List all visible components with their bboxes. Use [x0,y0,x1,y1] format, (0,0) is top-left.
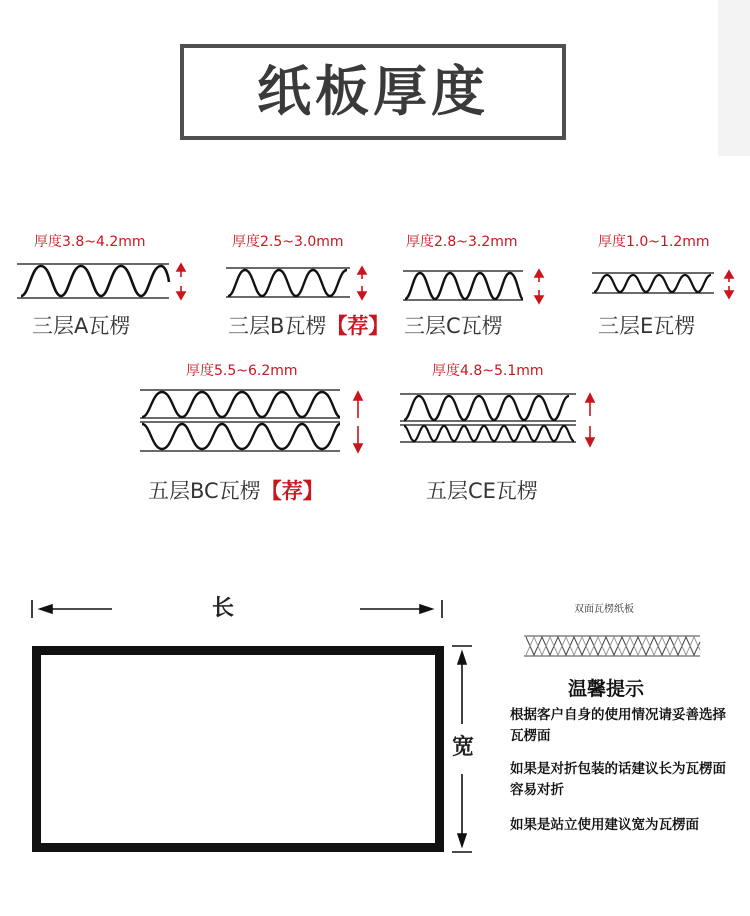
flute-b-name: 三层B瓦楞 [228,314,327,338]
flute-bc-recommend-badge: 【荐】 [260,479,324,503]
page-title: 纸板厚度 [257,60,489,123]
flute-bc-thickness: 厚度5.5~6.2mm [186,363,298,379]
flute-b-recommend-badge: 【荐】 [326,314,390,338]
length-arrow [30,598,450,622]
flute-ce-label: 五层CE瓦楞 [426,479,538,503]
flute-b-label [228,316,389,337]
flute-c-thickness: 厚度2.8~3.2mm [406,234,518,250]
flute-ce-thickness: 厚度4.8~5.1mm [432,363,544,379]
double-wall-diagram [524,634,704,660]
flute-a-label: 三层A瓦楞 [32,314,131,338]
flute-c-diagram [403,268,553,304]
flute-b-thickness: 厚度2.5~3.0mm [232,234,344,250]
title-frame [180,44,566,140]
tip-item: 根据客户自身的使用情况请妥善选择瓦楞面 [510,707,726,744]
flute-b-diagram [226,266,386,302]
tip-item: 如果是对折包装的话建议长为瓦楞面容易对折 [510,761,726,798]
width-label: 宽 [452,735,475,760]
tips-title: 温馨提示 [568,678,645,700]
flute-ce-diagram [400,392,610,452]
flute-a-diagram [17,262,207,302]
flute-e-label: 三层E瓦楞 [598,314,696,338]
flute-c-label: 三层C瓦楞 [404,314,503,338]
card-title: 双面瓦楞纸板 [574,604,634,615]
flute-a-thickness: 厚度3.8~4.2mm [34,234,146,250]
flute-bc-diagram [140,388,380,458]
flute-bc-label [148,481,324,502]
length-label: 长 [212,596,235,621]
flute-bc-name: 五层BC瓦楞 [148,479,261,503]
flute-e-diagram [592,270,742,300]
tip-item: 如果是站立使用建议宽为瓦楞面 [510,817,699,833]
board-rectangle [32,646,444,852]
side-strip [718,0,750,156]
flute-e-thickness: 厚度1.0~1.2mm [598,234,710,250]
